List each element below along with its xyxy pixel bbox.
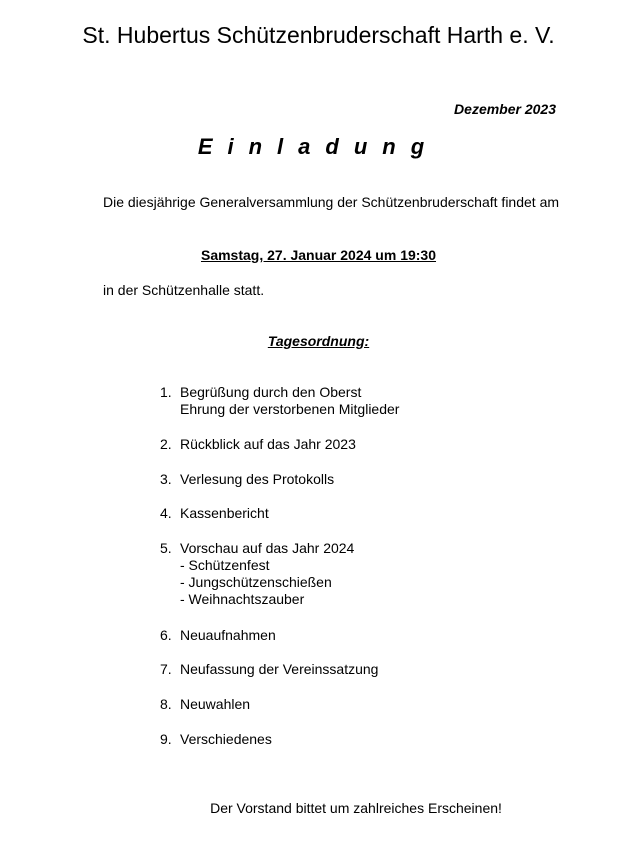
agenda-item [160,627,276,644]
agenda-item-text: Neufassung der Vereinssatzung [180,661,379,677]
organization-title: St. Hubertus Schützenbruderschaft Harth e. V. [82,22,555,48]
agenda-item [160,540,354,608]
agenda-item-text: Verschiedenes [180,731,272,747]
agenda-item [160,696,250,713]
agenda-item-subtext: - Jungschützenschießen [180,574,332,590]
agenda-item-text: Neuwahlen [180,696,251,712]
agenda-item-number: 9. [160,731,172,747]
intro-text: Die diesjährige Generalversammlung der Schützenbruderschaft findet am [103,194,560,210]
agenda-item-subtext: - Weihnachtszauber [180,591,305,607]
agenda-item [160,384,399,418]
agenda-item-number: 1. [160,384,172,400]
agenda-item [160,731,272,748]
agenda-item-number: 4. [160,505,172,521]
document-date: Dezember 2023 [454,101,556,117]
agenda-item-number: 8. [160,696,172,712]
agenda-item-text: Kassenbericht [180,505,269,521]
agenda-item-number: 6. [160,627,172,643]
event-date: Samstag, 27. Januar 2024 um 19:30 [200,247,437,263]
agenda-item-subtext: - Schützenfest [180,557,270,573]
agenda-item [160,505,269,522]
agenda-item-text: Verlesung des Protokolls [180,471,335,487]
agenda-item-number: 5. [160,540,172,556]
agenda-item [160,471,334,488]
closing-text: Der Vorstand bittet um zahlreiches Erscheinen! [210,800,502,816]
agenda-title: Tagesordnung: [267,333,370,349]
agenda-item-text: Vorschau auf das Jahr 2024 [180,540,355,556]
agenda-item-text: Neuaufnahmen [180,627,276,643]
agenda-item-text: Rückblick auf das Jahr 2023 [180,436,356,452]
agenda-item [160,661,378,678]
agenda-item-number: 7. [160,661,172,677]
agenda-item-subtext: Ehrung der verstorbenen Mitglieder [180,401,400,417]
agenda-item-text: Begrüßung durch den Oberst [180,384,362,400]
agenda-item [160,436,356,453]
agenda-item-number: 2. [160,436,172,452]
agenda-item-number: 3. [160,471,172,487]
invitation-heading: Einladung [197,134,440,159]
event-location: in der Schützenhalle statt. [103,282,265,298]
